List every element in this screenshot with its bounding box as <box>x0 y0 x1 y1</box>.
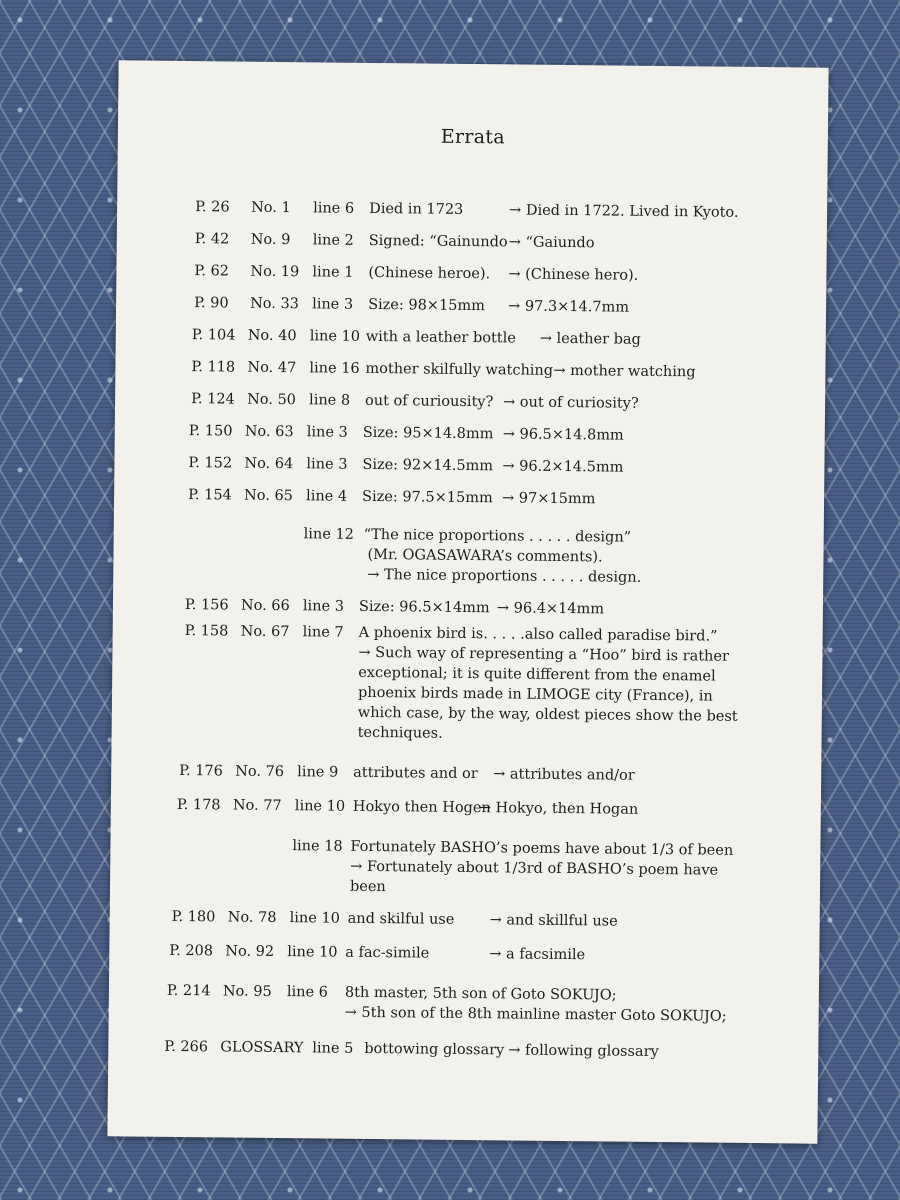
note-line: (Mr. OGASAWARA’s comments). <box>367 546 603 566</box>
errata-entry <box>113 620 823 742</box>
item-number: No. 50 <box>247 391 297 409</box>
errata-entry <box>116 356 826 381</box>
note-line: → Such way of representing a “Hoo” bird is rather <box>358 644 730 665</box>
page-ref: P. 158 <box>184 623 229 640</box>
original-text: Died in 1723 <box>369 200 464 218</box>
page-ref: P. 42 <box>194 231 230 248</box>
original-text: Size: 96.5×14mm <box>358 598 490 617</box>
note-line: which case, by the way, oldest pieces show the best <box>357 704 738 725</box>
line-ref: line 12 <box>303 526 355 543</box>
line-ref: line 7 <box>302 624 344 641</box>
item-number: No. 76 <box>235 763 285 781</box>
corrected-text: → “Gaiundo <box>508 234 595 252</box>
original-text: mother skilfully watching <box>365 360 554 379</box>
corrected-text: → a facsimile <box>489 946 586 964</box>
line-ref: line 5 <box>312 1040 354 1057</box>
original-text: Size: 95×14.8mm <box>362 424 494 443</box>
item-number: No. 92 <box>225 943 275 960</box>
original-text: a fac-simile <box>345 944 430 962</box>
corrected-text: → (Chinese hero). <box>508 266 639 284</box>
line-ref: line 10 <box>289 910 341 927</box>
errata-entry <box>111 834 821 896</box>
item-number: No. 47 <box>247 359 297 377</box>
correction-note <box>345 983 727 1027</box>
item-number: No. 1 <box>251 199 291 217</box>
page-ref: P. 124 <box>191 391 235 408</box>
note-line: techniques. <box>357 724 443 742</box>
errata-entry <box>109 980 819 1025</box>
note-line: → The nice proportions . . . . . design. <box>367 566 642 586</box>
page-ref: P. 152 <box>188 455 233 472</box>
note-line: A phoenix bird is. . . . .also called paradise bird.” <box>358 624 718 645</box>
note-line: phoenix birds made in LIMOGE city (France), in <box>357 684 713 705</box>
note-line: exceptional; it is quite different from the enamel <box>358 664 716 685</box>
item-number: No. 67 <box>240 623 290 641</box>
errata-card <box>107 60 828 1143</box>
line-ref: line 10 <box>294 798 346 815</box>
errata-entry <box>110 906 820 930</box>
original-text: with a leather bottle <box>365 328 516 347</box>
errata-entry <box>116 292 826 316</box>
correction-note <box>363 525 642 588</box>
item-number: No. 64 <box>244 455 294 473</box>
errata-title: Errata <box>440 125 506 149</box>
line-ref: line 8 <box>309 392 351 409</box>
corrected-text: → out of curiosity? <box>503 394 639 412</box>
corrected-text: → mother watching <box>553 362 696 381</box>
errata-entry <box>113 594 823 618</box>
page-ref: P. 208 <box>169 942 214 960</box>
original-text: Size: 92×14.5mm <box>362 456 494 475</box>
note-line: been <box>349 878 386 896</box>
line-ref: line 3 <box>312 296 354 313</box>
errata-entry <box>114 522 824 586</box>
page-ref: P. 118 <box>191 359 236 376</box>
errata-entry <box>117 260 827 284</box>
line-ref: line 6 <box>286 984 329 1001</box>
errata-entry <box>117 228 827 252</box>
correction-note <box>358 623 739 747</box>
original-text: bottowing glossary <box>364 1040 505 1059</box>
errata-entry <box>115 388 825 412</box>
page-ref: P. 154 <box>188 487 232 504</box>
original-text: and skilful use <box>347 910 455 928</box>
line-ref: line 3 <box>306 424 348 441</box>
line-ref: line 4 <box>306 488 348 505</box>
corrected-text: → Hokyo, then Hogan <box>478 800 639 818</box>
corrected-text: → 96.2×14.5mm <box>502 458 624 476</box>
page-ref: P. 26 <box>195 199 230 216</box>
item-number: No. 40 <box>247 327 297 345</box>
page-ref: P. 90 <box>194 295 229 312</box>
errata-entry <box>111 760 821 784</box>
corrected-text: → attributes and/or <box>493 766 635 784</box>
page-ref: P. 156 <box>184 597 229 614</box>
corrected-text: → Died in 1722. Lived in Kyoto. <box>509 202 739 221</box>
item-number: No. 77 <box>232 797 282 815</box>
page-ref: P. 104 <box>191 327 236 344</box>
errata-entry <box>115 420 825 444</box>
original-text: (Chinese heroe). <box>368 264 491 283</box>
errata-entry <box>115 452 825 476</box>
note-line: Fortunately BASHO’s poems have about 1/3 of been <box>350 838 734 859</box>
line-ref: line 1 <box>312 264 354 281</box>
corrected-text: → leather bag <box>539 330 641 348</box>
page-ref: P. 178 <box>176 796 221 814</box>
line-ref: line 10 <box>287 944 338 961</box>
line-ref: line 10 <box>309 328 361 345</box>
errata-entry <box>117 196 827 221</box>
line-ref: line 18 <box>292 838 343 855</box>
original-text: Size: 97.5×15mm <box>362 488 493 507</box>
original-text: out of curiousity? <box>365 392 494 411</box>
corrected-text: → 97.3×14.7mm <box>508 298 630 316</box>
page-ref: P. 150 <box>188 423 233 440</box>
page-ref: P. 214 <box>166 982 211 1000</box>
item-number: No. 66 <box>240 597 290 615</box>
note-line: → 5th son of the 8th mainline master Goto SOKUJO; <box>344 1004 727 1025</box>
original-text: Size: 98×15mm <box>368 296 486 315</box>
page-ref: P. 176 <box>179 762 224 780</box>
correction-note <box>350 837 733 901</box>
errata-entry <box>109 940 819 964</box>
item-number: No. 78 <box>227 909 277 927</box>
note-line: “The nice proportions . . . . . design” <box>363 526 632 546</box>
corrected-text: → 96.5×14.8mm <box>502 426 624 444</box>
line-ref: line 16 <box>309 360 360 377</box>
page-ref: P. 62 <box>194 263 230 280</box>
note-line: → Fortunately about 1/3rd of BASHO’s poem have <box>350 858 719 879</box>
original-text: Hokyo then Hogen <box>352 798 491 817</box>
item-number: No. 19 <box>250 263 300 281</box>
item-number: No. 33 <box>250 295 300 313</box>
line-ref: line 6 <box>313 200 355 217</box>
page-ref: P. 180 <box>171 908 216 926</box>
item-number: No. 9 <box>250 231 291 249</box>
corrected-text: → and skillful use <box>489 912 618 930</box>
item-number: No. 65 <box>244 487 294 505</box>
errata-entry <box>111 794 821 818</box>
line-ref: line 3 <box>302 598 345 615</box>
page-ref: P. 266 <box>164 1038 209 1056</box>
line-ref: line 2 <box>312 232 354 249</box>
line-ref: line 9 <box>297 764 339 781</box>
errata-entry <box>108 1036 818 1061</box>
corrected-text: → 97×15mm <box>502 490 596 508</box>
item-number: No. 95 <box>222 983 272 1000</box>
item-number: No. 63 <box>244 423 294 441</box>
original-text: Signed: “Gainundo <box>368 232 508 251</box>
original-text: attributes and or <box>353 764 478 783</box>
errata-entry <box>114 484 824 508</box>
item-number: GLOSSARY <box>220 1039 304 1057</box>
note-line: 8th master, 5th son of Goto SOKUJO; <box>344 984 617 1004</box>
errata-entry <box>116 324 826 348</box>
corrected-text: → 96.4×14mm <box>496 600 605 618</box>
line-ref: line 3 <box>306 456 348 473</box>
corrected-text: → following glossary <box>508 1042 659 1061</box>
